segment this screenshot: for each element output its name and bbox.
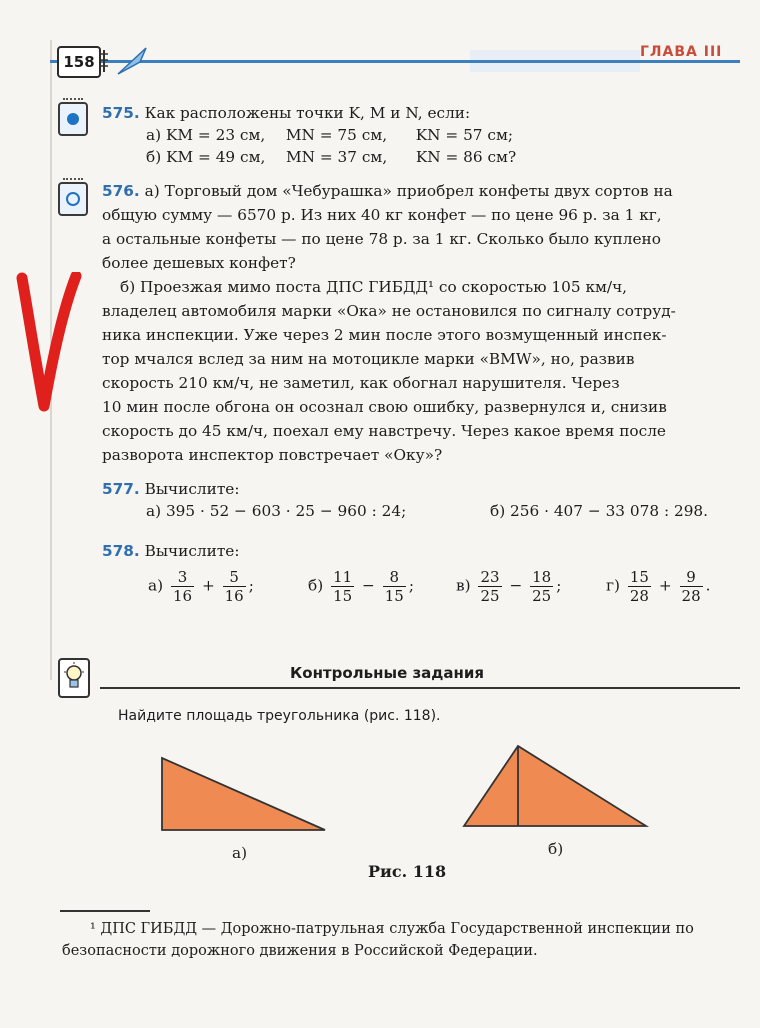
check-mark-icon: [14, 272, 84, 412]
value: KM = 23 см,: [165, 126, 266, 144]
label: в): [456, 576, 471, 595]
operator: +: [658, 576, 672, 595]
figure-label-b: б): [548, 840, 564, 858]
bulb-icon: [58, 658, 90, 698]
value: MN = 75 см,: [285, 126, 388, 144]
page-number: 158: [57, 46, 101, 78]
task-578-number: 578.: [102, 542, 140, 560]
task-576-line: скорость до 45 км/ч, поехал ему навстречу. Через какое время после: [102, 422, 666, 440]
task-575-b: [146, 146, 516, 169]
text: а) Торговый дом «Чебурашка» приобрел конфеты двух сортов на: [144, 182, 673, 200]
fraction: [331, 568, 354, 605]
denominator: 16: [224, 587, 244, 605]
task-578-title: [102, 540, 240, 563]
chapter-title: ГЛАВА III: [640, 44, 723, 60]
task-576-line: более дешевых конфет?: [102, 254, 296, 272]
label: а): [146, 126, 162, 144]
fraction: [478, 568, 501, 605]
triangle-a: [155, 752, 330, 834]
footnote-line: ¹ ДПС ГИБДД — Дорожно-патрульная служба Государственной инспекции по: [90, 921, 694, 937]
punct: .: [705, 576, 711, 595]
denominator: 25: [480, 587, 500, 605]
task-578-a: [148, 568, 254, 605]
task-578-c: [456, 568, 561, 605]
denominator: 28: [681, 587, 701, 605]
triangle-b: [458, 740, 653, 832]
task-576-line: владелец автомобиля марки «Ока» не остановился по сигналу сотруд-: [102, 302, 676, 320]
task-575-number: 575.: [102, 104, 140, 122]
punct: ;: [408, 576, 414, 595]
numerator: 23: [480, 568, 500, 586]
text: Вычислите:: [144, 542, 240, 560]
label: а): [148, 576, 164, 595]
task-576-line: ника инспекции. Уже через 2 мин после этого возмущенный инспек-: [102, 326, 667, 344]
numerator: 11: [333, 568, 353, 586]
value: KM = 49 см,: [166, 148, 266, 166]
label: б): [146, 148, 162, 166]
task-576-line: тор мчался вслед за ним на мотоцикле марки «BMW», но, развив: [102, 350, 635, 368]
task-578-d: [606, 568, 711, 605]
punct: ;: [556, 576, 562, 595]
task-577-b: б) 256 · 407 − 33 078 : 298.: [490, 502, 709, 520]
pencil-icon: [100, 44, 150, 78]
fraction: [223, 568, 246, 605]
task-575-text: Как расположены точки K, M и N, если:: [144, 104, 471, 122]
numerator: 9: [680, 568, 703, 587]
task-576-line: общую сумму — 6570 р. Из них 40 кг конфет — по цене 96 р. за 1 кг,: [102, 206, 662, 224]
task-577-number: 577.: [102, 480, 140, 498]
label: б): [308, 576, 324, 595]
punct: ;: [248, 576, 254, 595]
task-576-line: скорость 210 км/ч, не заметил, как обогнал нарушителя. Через: [102, 374, 620, 392]
denominator: 15: [333, 587, 353, 605]
figure-label-a: а): [232, 844, 248, 862]
denominator: 15: [384, 587, 404, 605]
text: Вычислите:: [144, 480, 240, 498]
value: MN = 37 см,: [285, 148, 388, 166]
fraction: [530, 568, 553, 605]
fraction: [628, 568, 651, 605]
operator: −: [362, 576, 375, 595]
task-576-number: 576.: [102, 182, 140, 200]
numerator: 18: [532, 568, 552, 586]
numerator: 5: [223, 568, 246, 587]
task-576-line: а остальные конфеты — по цене 78 р. за 1 кг. Сколько было куплено: [102, 230, 661, 248]
fraction: [383, 568, 406, 605]
figure-caption: Рис. 118: [368, 862, 447, 881]
numerator: 8: [383, 568, 406, 587]
task-578-b: [308, 568, 414, 605]
fraction: [171, 568, 194, 605]
value: KN = 86 см?: [415, 148, 517, 166]
section-title: Контрольные задания: [290, 664, 485, 682]
task-576-line: 10 мин после обгона он осознал свою ошибку, развернулся и, снизив: [102, 398, 667, 416]
task-icon: [58, 102, 88, 136]
numerator: 3: [171, 568, 194, 587]
value: KN = 57 см;: [415, 126, 514, 144]
denominator: 16: [172, 587, 193, 605]
task-577-title: [102, 478, 240, 501]
control-task-text: Найдите площадь треугольника (рис. 118).: [118, 708, 441, 724]
task-576-line: разворота инспектор повстречает «Оку»?: [102, 446, 443, 464]
operator: +: [201, 576, 215, 595]
operator: −: [509, 576, 523, 595]
fraction: [680, 568, 703, 605]
footnote-line: безопасности дорожного движения в Российской Федерации.: [62, 943, 538, 959]
section-rule: [100, 687, 740, 689]
numerator: 15: [629, 568, 649, 586]
label: г): [606, 576, 620, 595]
header-rule: [50, 60, 740, 63]
denominator: 25: [532, 587, 552, 605]
task-576-line: б) Проезжая мимо поста ДПС ГИБДД¹ со скоростью 105 км/ч,: [120, 278, 628, 296]
task-576-line: [102, 180, 673, 203]
task-575-question: [102, 102, 470, 125]
task-577-a: а) 395 · 52 − 603 · 25 − 960 : 24;: [146, 502, 407, 520]
footnote-rule: [60, 910, 150, 912]
task-575-a: [146, 124, 513, 147]
task-icon: [58, 182, 88, 216]
denominator: 28: [629, 587, 649, 605]
